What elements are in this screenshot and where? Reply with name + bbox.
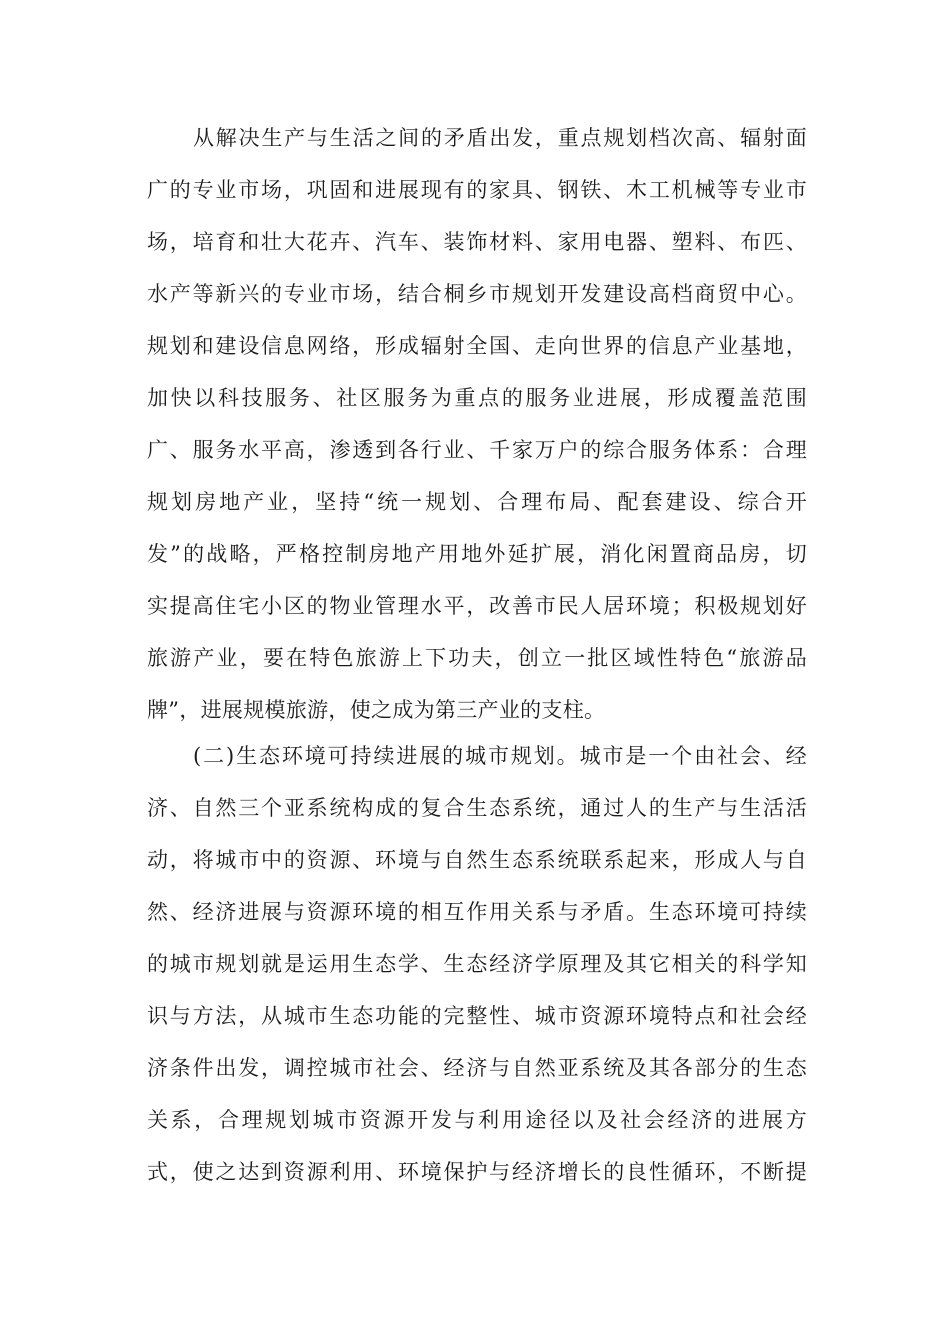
paragraph-line: 从解决生产与生活之间的矛盾出发，重点规划档次高、辐射面 <box>193 126 807 150</box>
paragraph-line: 规划房地产业，坚持“统一规划、合理布局、配套建设、综合开 <box>147 490 807 514</box>
paragraph-line: 的城市规划就是运用生态学、生态经济学原理及其它相关的科学知 <box>147 952 807 976</box>
paragraph-line: 广的专业市场，巩固和进展现有的家具、钢铁、木工机械等专业市 <box>147 178 807 202</box>
paragraph-line: 规划和建设信息网络，形成辐射全国、走向世界的信息产业基地， <box>147 334 807 358</box>
paragraph-line: 牌”，进展规模旅游，使之成为第三产业的支柱。 <box>147 698 606 722</box>
paragraph-line: 然、经济进展与资源环境的相互作用关系与矛盾。生态环境可持续 <box>147 900 807 924</box>
paragraph-market-planning <box>147 112 807 736</box>
paragraph-line: 发”的战略，严格控制房地产用地外延扩展，消化闲置商品房，切 <box>147 542 807 566</box>
paragraph-eco-planning <box>147 730 807 1198</box>
paragraph-line: 式，使之达到资源利用、环境保护与经济增长的良性循环，不断提 <box>147 1160 807 1184</box>
paragraph-line: 广、服务水平高，渗透到各行业、千家万户的综合服务体系：合理 <box>147 438 807 462</box>
paragraph-line: 济条件出发，调控城市社会、经济与自然亚系统及其各部分的生态 <box>147 1056 807 1080</box>
paragraph-line: 实提高住宅小区的物业管理水平，改善市民人居环境；积极规划好 <box>147 594 807 618</box>
paragraph-line: 关系，合理规划城市资源开发与利用途径以及社会经济的进展方 <box>147 1108 807 1132</box>
paragraph-line: 旅游产业，要在特色旅游上下功夫，创立一批区域性特色“旅游品 <box>147 646 807 670</box>
paragraph-line: 济、自然三个亚系统构成的复合生态系统，通过人的生产与生活活 <box>147 796 807 820</box>
paragraph-line: 动，将城市中的资源、环境与自然生态系统联系起来，形成人与自 <box>147 848 807 872</box>
paragraph-line: 加快以科技服务、社区服务为重点的服务业进展，形成覆盖范围 <box>147 386 807 410</box>
paragraph-line: 场，培育和壮大花卉、汽车、装饰材料、家用电器、塑料、布匹、 <box>147 230 807 254</box>
paragraph-line: 水产等新兴的专业市场，结合桐乡市规划开发建设高档商贸中心。 <box>147 282 807 306</box>
paragraph-line: (二)生态环境可持续进展的城市规划。城市是一个由社会、经 <box>193 744 807 768</box>
paragraph-line: 识与方法，从城市生态功能的完整性、城市资源环境特点和社会经 <box>147 1004 807 1028</box>
